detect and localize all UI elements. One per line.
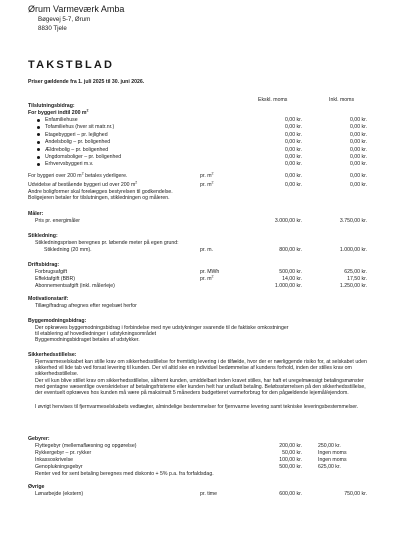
gebyr-item-label: Rykkergebyr – pr. rykker — [35, 450, 92, 456]
section-heading-stikledning: Stikledning: — [28, 233, 58, 239]
section-heading-oevrige: Øvrige — [28, 484, 45, 490]
sikkerhed-paragraph-2: Der vil kun blive stillet krav om sikkerhedsstillelse, såfremt kunden, umiddelbart inden kravet stilles, har haft et uregelmæssigt betalingsmønster med gentagne væsentlige overskridelser af betalingsfristerne eller kunden helt har undladt betaling. Beløbsstørrelsen på den sikkerhedsstillelse, der eventuelt opkræves hos kunden må være på maksimalt 5 måneders budgetteret varmeforbrug for den pågældende lejemål/ejendom. — [35, 378, 366, 397]
gebyr-item-label: Inkassoskrivelse — [35, 457, 74, 463]
section-heading-sikkerhed: Sikkerhedsstillelse: — [28, 352, 77, 358]
byggemodning-line-2: til etablering af hovedledninger i udstykningsområdet — [35, 331, 157, 337]
drift-item-label: Abonnementsafgift (inkl. målerleje) — [35, 283, 115, 289]
section-heading-gebyrer: Gebyrer: — [28, 436, 50, 442]
bullet-icon — [37, 141, 40, 144]
company-name: Ørum Varmeværk Amba — [28, 4, 125, 14]
drift-item-inc: 625,00 kr. — [344, 269, 367, 275]
section-heading-maaler: Måler: — [28, 211, 44, 217]
tilslutning-item-label: Enfamiliehuse — [45, 117, 78, 123]
tilslutning-item-ex: 0,00 kr. — [284, 154, 302, 160]
sikkerhed-paragraph-3: I øvrigt henvises til fjernvarmeselskabets vedtægter, almindelige bestemmelser for fjernvarme levering samt tekniske leveringsbestemmelser. — [35, 404, 359, 410]
tilslutning-item-label: Andelsbolig – pr. boligenhed — [45, 139, 111, 146]
gebyr-item-inc: 625,00 kr. — [318, 464, 341, 470]
drift-item-inc: 1.250,00 kr. — [339, 283, 367, 289]
tilslutning-item-label: Etagebyggeri – pr. lejlighed — [45, 131, 108, 138]
over200-inc: 0,00 kr. — [349, 173, 367, 179]
drift-item-ex: 1.000,00 kr. — [274, 283, 302, 289]
gebyr-item-label: Genoplukningsgebyr — [35, 464, 83, 470]
stikledning-line1: Stikledningsprisen beregnes pr. løbende meter på egen grund: — [35, 240, 179, 246]
udvidelse-unit: pr. $m^2$ — [200, 180, 214, 188]
oevrige-unit: pr. time — [200, 491, 218, 497]
tilslutning-item-inc: 0,00 kr. — [349, 146, 367, 153]
tilslutning-item-label: Ældrebolig – pr. boligenhed — [45, 146, 109, 153]
gebyr-item-label: Flyttegebyr (mellemaflæsning og opgørelse) — [35, 443, 137, 449]
drift-item-label: Effektafgift (BBR) — [35, 276, 75, 282]
period-text: Priser gældende fra 1. juli 2025 til 30. juni 2026. — [28, 79, 145, 85]
tilslutning-item-inc: 0,00 kr. — [349, 154, 367, 160]
bullet-icon — [37, 119, 40, 122]
bullet-icon — [37, 126, 40, 129]
gebyr-item-inc: Ingen moms — [318, 450, 347, 456]
company-street: Bøgevej 5-7, Ørum — [38, 16, 91, 23]
stikledning-unit: pr. m. — [200, 247, 213, 253]
drift-item-ex: 500,00 kr. — [279, 269, 302, 275]
udvidelse-inc: 0,00 kr. — [349, 182, 367, 188]
stikledning-label: Stikledning (20 mm). — [44, 247, 92, 253]
drift-item-inc: 17,50 kr. — [347, 276, 367, 282]
gebyr-item-inc: Ingen moms — [318, 457, 347, 463]
tilslutning-item-label: Erhvervsbyggeri m.v. — [45, 161, 94, 168]
tilslutning-item-ex: 0,00 kr. — [284, 117, 302, 123]
gebyr-item-inc: 250,00 kr. — [318, 443, 341, 449]
maaler-inc: 3.750,00 kr. — [339, 218, 367, 224]
tilslutning-item-label: Ungdomsboliger – pr. boligenhed — [45, 154, 122, 160]
tilslutning-note-1: Andre boligformer skal forelægges bestyrelsen til godkendelse. — [28, 189, 173, 195]
tilslutning-item-inc: 0,00 kr. — [349, 139, 367, 146]
section-heading-tilslutning: Tilslutningsbidrag: — [28, 103, 75, 109]
byggemodning-line-1: Der opkræves byggemodningsbidrag i forbindelse med nye udstykninger svarende til de faktiske omkostninger — [35, 325, 289, 331]
tilslutning-item-ex: 0,00 kr. — [284, 124, 302, 131]
gebyr-item-ex: 500,00 kr. — [279, 464, 302, 470]
oevrige-ex: 600,00 kr. — [279, 491, 302, 497]
stikledning-inc: 1.000,00 kr. — [339, 247, 367, 253]
over200-unit: pr. $m^2$ — [200, 171, 214, 179]
col-header-ex: Ekskl. moms — [258, 97, 288, 103]
drift-item-unit: pr. $m^2$ — [200, 274, 214, 282]
maaler-label: Pris pr. energimåler — [35, 218, 80, 224]
over200-label: For byggeri over 200 $m^2$ betales yderligere. — [28, 171, 128, 179]
tilslutning-item-inc: 0,00 kr. — [349, 124, 367, 131]
tilslutning-item-inc: 0,00 kr. — [349, 117, 367, 123]
oevrige-inc: 750,00 kr. — [344, 491, 367, 497]
tilslutning-item-ex: 0,00 kr. — [284, 161, 302, 168]
byggemodning-line-3: Byggemodningsbidraget betales af udstykker. — [35, 337, 140, 343]
tilslutning-note-2: Boligejeren betaler for tilslutningen, stikledningen og måleren. — [28, 195, 170, 201]
udvidelse-ex: 0,00 kr. — [284, 182, 302, 188]
tilslutning-item-inc: 0,00 kr. — [349, 161, 367, 168]
tilslutning-item-inc: 0,00 kr. — [349, 131, 367, 138]
sikkerhed-paragraph-1: Fjernvarmeselskabet kan stille krav om sikkerhedsstillelse for fremtidig levering i de tilfælde, hvor der er nærliggende risiko for, at selskabet uden sikkerhed vil lide tab ved forsat levering til kunden. Der vil altid ske en individuel bedømmelse af kundens forhold, inden der stilles krav om sikkerhedsstillelse. — [35, 359, 367, 378]
bullet-icon — [37, 163, 40, 166]
bullet-icon — [37, 148, 40, 151]
section-heading-motivation: Motivationstarif: — [28, 296, 69, 302]
oevrige-label: Lønarbejde (ekstern) — [35, 491, 84, 497]
page-title: TAKSTBLAD — [28, 59, 115, 71]
gebyr-item-ex: 50,00 kr. — [282, 450, 302, 456]
drift-item-label: Forbrugsafgift — [35, 269, 68, 275]
tilslutning-item-ex: 0,00 kr. — [284, 146, 302, 153]
bullet-icon — [37, 156, 40, 159]
stikledning-ex: 800,00 kr. — [279, 247, 302, 253]
gebyr-rente: Renter ved for sent betaling beregnes med diskonto + 5% p.a. fra forfaldsdag. — [35, 471, 214, 477]
bullet-icon — [37, 133, 40, 136]
company-city: 8830 Tjele — [38, 25, 67, 32]
drift-item-ex: 14,00 kr. — [282, 276, 302, 282]
gebyr-item-ex: 100,00 kr. — [279, 457, 302, 463]
udvidelse-label: Udvidelse af bestående byggeri ud over 200 $m^2$ — [28, 180, 138, 188]
section-heading-byggemodning: Byggemodningsbidrag: — [28, 318, 87, 324]
gebyr-item-ex: 200,00 kr. — [279, 443, 302, 449]
drift-item-unit: pr. MWh — [200, 269, 220, 275]
tilslutning-sub: For byggeri indtil 200 $m^2$ — [28, 108, 89, 116]
tilslutning-item-ex: 0,00 kr. — [284, 139, 302, 146]
section-heading-drift: Driftsbidrag: — [28, 262, 60, 268]
motivation-text: Tillæg/fradrag afregnes efter regelsæt herfor — [35, 303, 137, 309]
tilslutning-item-ex: 0,00 kr. — [284, 131, 302, 138]
col-header-inc: Inkl. moms — [329, 97, 355, 103]
tilslutning-item-label: Tofamiliehus (hver sit matr.nr.) — [45, 124, 115, 131]
over200-ex: 0,00 kr. — [284, 173, 302, 179]
maaler-ex: 3.000,00 kr. — [274, 218, 302, 224]
